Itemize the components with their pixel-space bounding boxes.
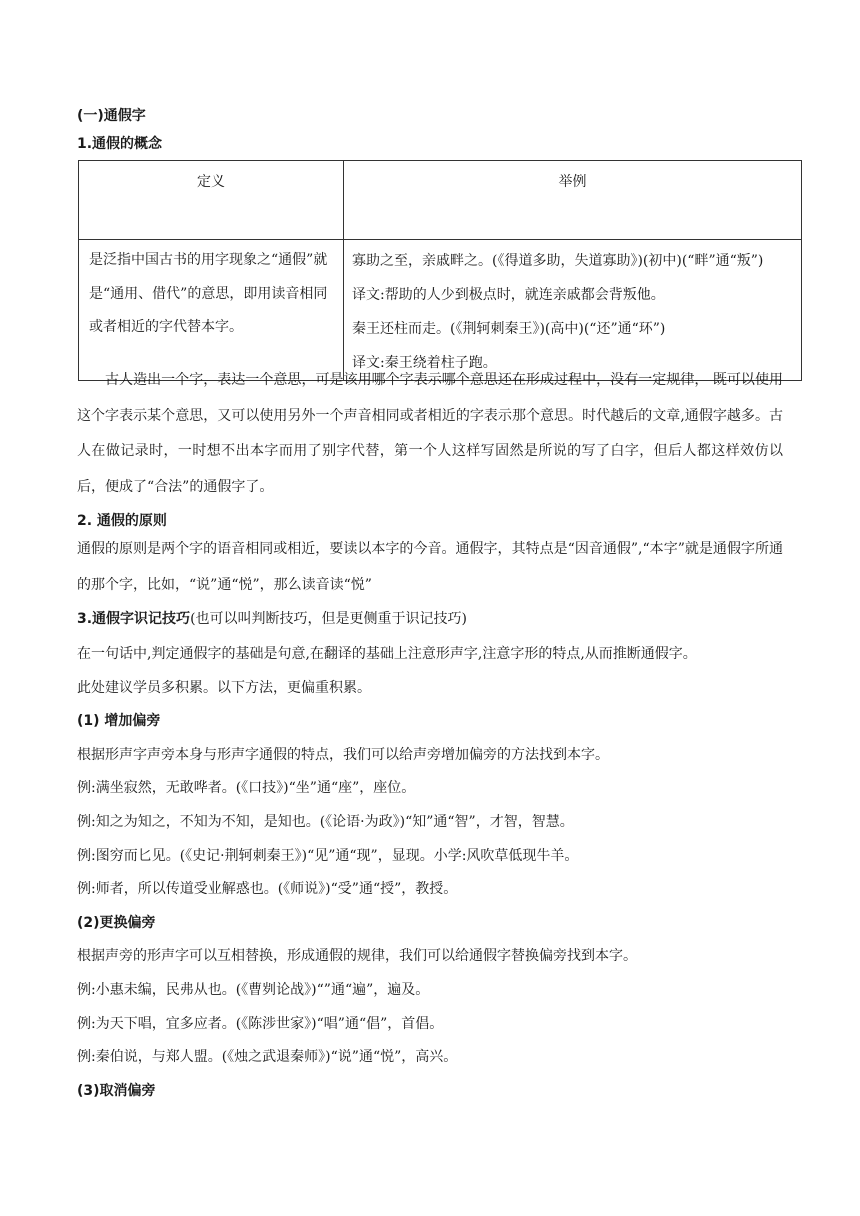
col-definition-header: 定义 (79, 161, 344, 240)
method1-heading: (1) 增加偏旁 (77, 713, 161, 729)
principle-heading: 2. 通假的原则 (77, 513, 167, 529)
method2-heading: (2)更换偏旁 (77, 915, 156, 931)
method1-example: 例:满坐寂然，无敢哗者。(《口技》)“坐”通“座”，座位。 (77, 780, 416, 796)
method1-example: 例:图穷而匕见。(《史记·荆轲刺秦王》)“见”通“现”，显现。小学:风吹草低现牛羊。 (77, 848, 579, 864)
method1-example: 例:知之为知之，不知为不知，是知也。(《论语·为政》)“知”通“智”，才智，智慧。 (77, 814, 574, 830)
skills-line-2: 此处建议学员多积累。以下方法，更偏重积累。 (77, 680, 371, 696)
skills-line-1: 在一句话中,判定通假字的基础是句意,在翻译的基础上注意形声字,注意字形的特点,从而推断通假字。 (77, 646, 697, 662)
concept-table (78, 160, 802, 381)
principle-paragraph: 通假的原则是两个字的语音相同或相近，要读以本字的今音。通假字，其特点是“因音通假”,“本字”就是通假字所通的那个字，比如，“说”通“悦”，那么读音读“悦” (77, 541, 783, 593)
method2-example: 例:小惠未编，民弗从也。(《曹刿论战》)“”通“遍”，遍及。 (77, 982, 430, 998)
example-line: 译文:秦王绕着柱子跑。 (352, 355, 497, 371)
method2-desc: 根据声旁的形声字可以互相替换，形成通假的规律，我们可以给通假字替换偏旁找到本字。 (77, 948, 637, 964)
method3-heading: (3)取消偏旁 (77, 1083, 156, 1099)
method1-desc: 根据形声字声旁本身与形声字通假的特点，我们可以给声旁增加偏旁的方法找到本字。 (77, 747, 609, 763)
examples-cell (344, 240, 802, 381)
skills-heading-note: (也可以叫判断技巧，但是更侧重于识记技巧) (190, 611, 467, 627)
example-line: 寡助之至，亲戚畔之。(《得道多助，失道寡助》)(初中)(“畔”通“叛”) (352, 253, 764, 269)
skills-heading (77, 611, 798, 627)
example-line: 秦王还柱而走。(《荆轲刺秦王》)(高中)(“还”通“环”) (352, 321, 666, 337)
table-row (79, 240, 802, 381)
method2-example: 例:秦伯说，与郑人盟。(《烛之武退秦师》)“说”通“悦”，高兴。 (77, 1049, 458, 1065)
method1-example: 例:师者，所以传道受业解惑也。(《师说》)“受”通“授”，教授。 (77, 881, 458, 897)
table-header-row (79, 161, 802, 240)
section-title: (一)通假字 (77, 108, 146, 124)
col-examples-header: 举例 (344, 161, 802, 240)
example-line: 译文:帮助的人少到极点时，就连亲戚都会背叛他。 (352, 287, 665, 303)
concept-paragraph: 古人造出一个字，表达一个意思，可是该用哪个字表示哪个意思还在形成过程中，没有一定规律， 既可以使用这个字表示某个意思，又可以使用另外一个声音相同或者相近的字表示那个意思。时代越后的文章,通假字越多。古人在做记录时，一时想不出本字而用了别字代替，第一个人这样写固然是所说的写了白字，但后人都这样效仿以后，便成了“合法”的通假字了。 (77, 372, 783, 495)
method2-example: 例:为天下唱，宜多应者。(《陈涉世家》)“唱”通“倡”，首倡。 (77, 1016, 444, 1032)
skills-heading-bold: 3.通假字识记技巧 (77, 611, 191, 627)
definition-cell: 是泛指中国古书的用字现象之“通假”就是“通用、借代”的意思，即用读音相同或者相近的字代替本字。 (79, 240, 344, 381)
concept-heading: 1.通假的概念 (77, 136, 163, 152)
